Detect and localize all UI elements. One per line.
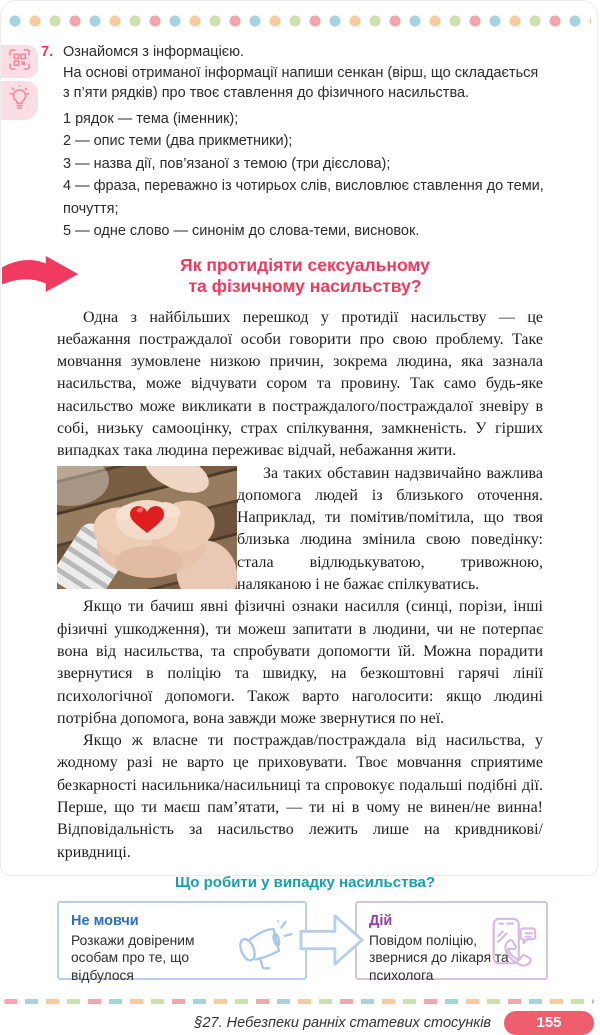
arrow-right-icon (300, 909, 364, 971)
paragraph: Одна з найбільших перешкод у протидії насильству — це небажання постраждалої особи говорити про свою проблему. Таке мовчання зумовлене низкою причин, зокрема людина, яка зазнала насильства, може відчувати сором та провину. Так само будь-яке насильство може викликати в постраждалого/постраждалої зневіру в собі, низьку самооцінку, страх спілкування, замкненість. У гірших випадках така людина переживає відчай, небажання жити. (57, 308, 543, 460)
qr-code-tab (1, 45, 38, 78)
list-item: 5 — одне слово — синонім до слова-теми, висновок. (63, 223, 420, 239)
exercise-instruction: На основі отриманої інформації напиши сенкан (вірш, що складається з п’яти рядків) про твоє ставлення до фізичного насильства. (63, 64, 539, 101)
action-block-title: Що робити у випадку насильства? (175, 873, 435, 891)
exercise-number: 7. (41, 44, 54, 60)
decorative-dashes (4, 999, 594, 1004)
card-do-not-be-silent (57, 901, 307, 983)
pointer-arrow-icon (1, 255, 81, 293)
exercise-title: Ознайомся з інформацією. (63, 44, 245, 60)
paragraph: Якщо ти бачиш явні фізичні ознаки насилля (синці, порізи, інші фізичні ушкодження), ти можеш запитати в людини, чи не потерпає вона від насильства, та спробувати допомогти їй. Можна порадити звернутися в поліцію та швидку, на безкоштовні гарячі лінії психологічної допомоги. Також варто наголосити: якщо людині потрібна допомога, вона завжди може звернутися по неї. (57, 598, 543, 727)
page-footer (1, 1011, 597, 1035)
paragraph-text: За таких обставин надзвичайно важлива допомога людей із близького оточення. Наприклад, ти помітив/помітила, що твоя близька людина змінила свою поведінку: стала відлюдькуватою, тривожною, наляканою і не бажає спілкуватись. (237, 464, 543, 594)
card-title: Дій (369, 912, 393, 929)
section-heading-row (1, 255, 597, 298)
footer-section-title: §27. Небезпеки ранніх статевих стосунків (194, 1014, 491, 1031)
exercise-block (41, 42, 547, 243)
paragraph (57, 463, 543, 597)
paragraph: Якщо ж власне ти постраждав/постраждала від насильства, у жодному разі не варто це приховувати. Твоє мовчання сприятиме безкарності насильника/насильниці та спровокує подальші подібні дії. Перше, що ти маєш пам’ятати, — ти ні в чому не винен/не винна! Відповідальність за насильство лежить лише на кривдникові/кривдниці. (57, 732, 543, 861)
page-number-badge: 155 (504, 1011, 594, 1035)
list-item: 1 рядок — тема (іменник); (63, 110, 239, 127)
senkan-structure-list (63, 108, 547, 243)
card-text: Розкажи довіреним особам про те, що відбулося (71, 932, 195, 983)
idea-tab (1, 81, 38, 120)
qr-code-icon (9, 49, 30, 75)
page-title: Як протидіяти сексуальному та фізичному насильству? (180, 254, 430, 296)
megaphone-icon (233, 914, 291, 972)
card-text: Повідом поліцію, звернися до лікаря та психолога (369, 932, 509, 983)
list-item: 3 — назва дії, пов’язаної з темою (три дієслова); (63, 155, 391, 172)
margin-tabs (1, 45, 38, 120)
card-title: Не мовчи (71, 912, 139, 929)
list-item: 4 — фраза, переважно із чотирьох слів, висловлює ставлення до теми, почуття; (63, 178, 544, 217)
card-act (355, 901, 548, 983)
phone-call-icon (484, 914, 540, 972)
decorative-dots (9, 15, 591, 27)
lightbulb-icon (8, 84, 31, 117)
article-text (57, 307, 543, 864)
list-item: 2 — опис теми (два прикметники); (63, 133, 293, 149)
hands-holding-heart-photo (57, 466, 237, 589)
action-cards (57, 901, 597, 983)
